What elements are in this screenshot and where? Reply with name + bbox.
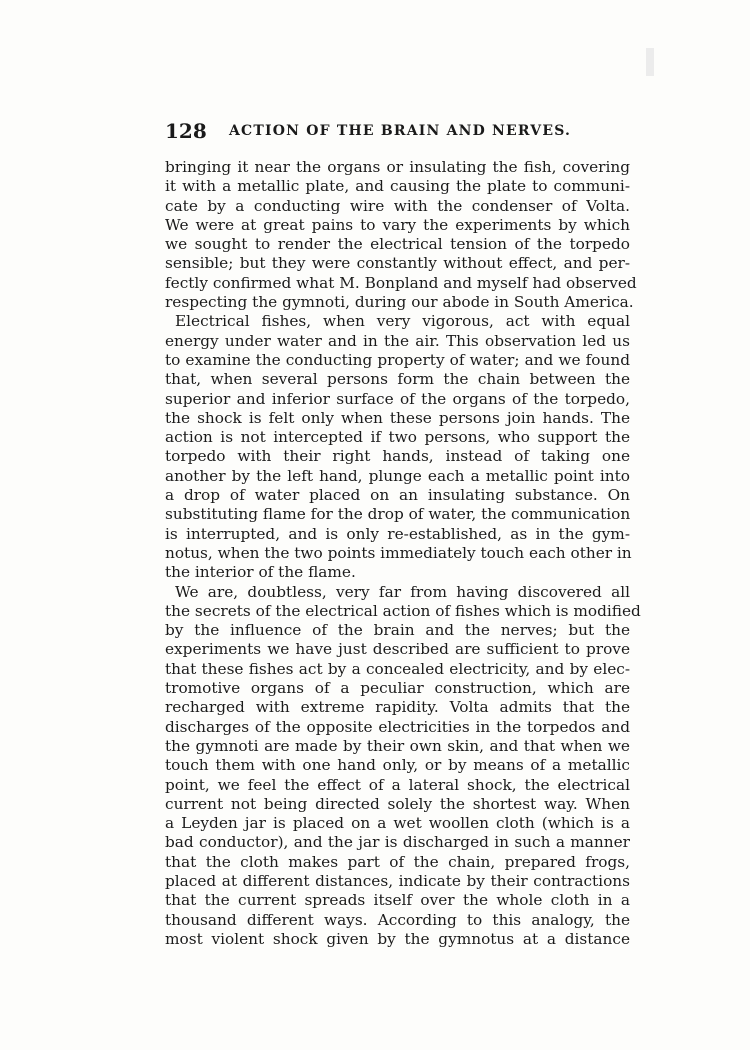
- text-line: cate by a conducting wire with the condenser of Volta.: [165, 196, 630, 215]
- page-header: [165, 119, 625, 145]
- text-line: the secrets of the electrical action of fishes which is modified: [165, 601, 641, 620]
- text-line: the interior of the flame.: [165, 563, 356, 582]
- text-line: sensible; but they were constantly without effect, and per-: [165, 254, 630, 273]
- text-line: point, we feel the effect of a lateral shock, the electrical: [165, 775, 630, 794]
- text-line: We were at great pains to vary the experiments by which: [165, 215, 630, 234]
- text-line: thousand different ways. According to this analogy, the: [165, 910, 630, 929]
- text-line: we sought to render the electrical tension of the torpedo: [165, 235, 630, 254]
- text-line: Electrical fishes, when very vigorous, act with equal: [175, 312, 630, 331]
- text-line: We are, doubtless, very far from having discovered all: [175, 582, 630, 601]
- text-line: bad conductor), and the jar is discharged in such a manner: [165, 833, 630, 852]
- text-line: notus, when the two points immediately touch each other in: [165, 543, 632, 562]
- text-line: that these fishes act by a concealed electricity, and by elec-: [165, 659, 630, 678]
- text-line: a drop of water placed on an insulating substance. On: [165, 486, 630, 505]
- text-line: torpedo with their right hands, instead of taking one: [165, 447, 630, 466]
- text-line: fectly confirmed what M. Bonpland and myself had observed: [165, 273, 637, 292]
- text-line: by the influence of the brain and the nerves; but the: [165, 621, 630, 640]
- text-line: is interrupted, and is only re-established, as in the gym-: [165, 524, 630, 543]
- text-line: bringing it near the organs or insulating the fish, covering: [165, 158, 630, 176]
- text-line: substituting flame for the drop of water, the communication: [165, 505, 631, 524]
- text-line: another by the left hand, plunge each a metallic point into: [165, 466, 630, 485]
- text-line: touch them with one hand only, or by means of a metallic: [165, 756, 630, 775]
- text-line: current not being directed solely the shortest way. When: [165, 794, 630, 813]
- text-line: most violent shock given by the gymnotus at a distance: [165, 929, 630, 948]
- text-line: action is not intercepted if two persons, who support the: [165, 428, 630, 447]
- text-line: respecting the gymnoti, during our abode in South America.: [165, 293, 634, 312]
- text-line: discharges of the opposite electricities in the torpedos and: [165, 717, 630, 736]
- text-line: superior and inferior surface of the organs of the torpedo,: [165, 389, 630, 408]
- page-number: 128: [165, 119, 207, 143]
- text-line: experiments we have just described are sufficient to prove: [165, 640, 630, 659]
- running-head: ACTION OF THE BRAIN AND NERVES.: [229, 123, 572, 139]
- text-line: energy under water and in the air. This observation led us: [165, 331, 630, 350]
- text-line: that, when several persons form the chain between the: [165, 370, 630, 389]
- text-line: placed at different distances, indicate by their contractions: [165, 871, 630, 890]
- text-line: that the current spreads itself over the whole cloth in a: [165, 891, 630, 910]
- text-line: a Leyden jar is placed on a wet woollen cloth (which is a: [165, 814, 630, 833]
- text-line: tromotive organs of a peculiar construction, which are: [165, 679, 630, 698]
- text-line: recharged with extreme rapidity. Volta admits that the: [165, 698, 630, 717]
- text-line: that the cloth makes part of the chain, prepared frogs,: [165, 852, 630, 871]
- body-text: [165, 158, 641, 949]
- text-line: the shock is felt only when these persons join hands. The: [165, 408, 630, 427]
- text-line: it with a metallic plate, and causing the plate to communi-: [165, 177, 630, 196]
- text-line: the gymnoti are made by their own skin, and that when we: [165, 736, 630, 755]
- scan-mark: [646, 48, 654, 76]
- text-line: to examine the conducting property of water; and we found: [165, 350, 630, 369]
